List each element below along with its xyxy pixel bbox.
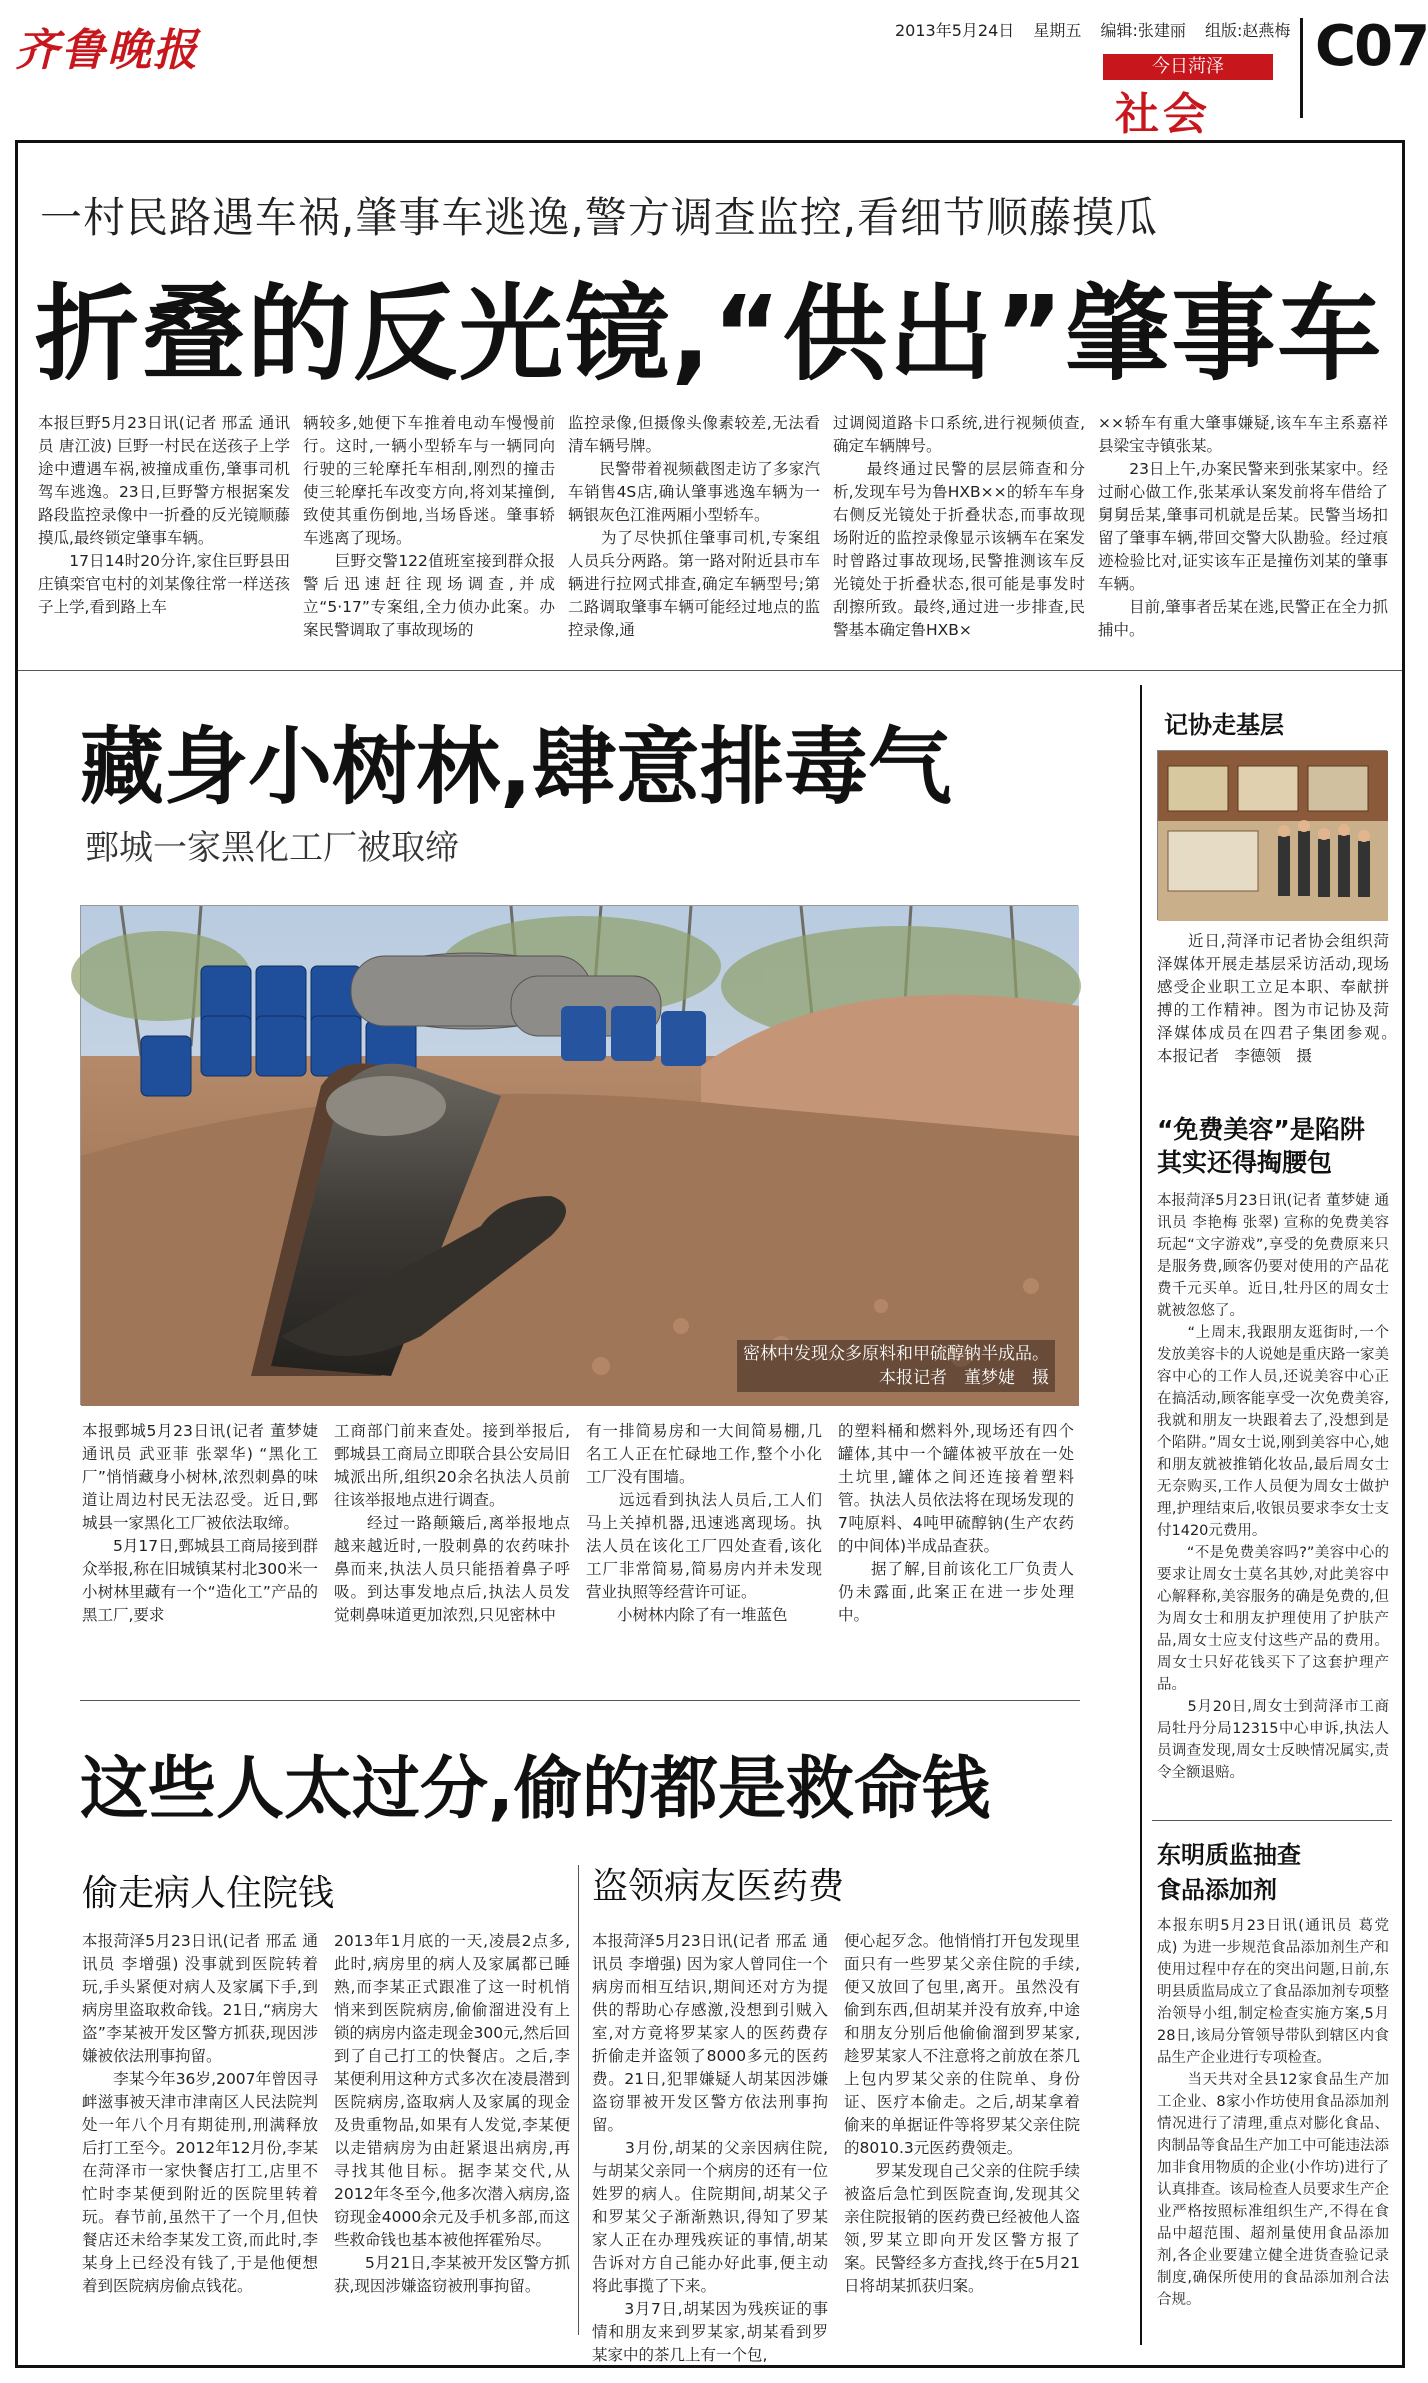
story2-column-4: 的塑料桶和燃料外,现场还有四个罐体,其中一个罐体被平放在一处土坑里,罐体之间还连接着塑料管。执法人员依法将在现场发现的7吨原料、4吨甲硫醇钠(生产农药的中间体)半成品查获。 据了解,目前该化工厂负责人仍未露面,此案正在进一步处理中。 [838, 1422, 1074, 1624]
story3-left-subhead: 偷走病人住院钱 [82, 1873, 335, 1914]
sidebar-item1-text: 近日,菏泽市记者协会组织菏泽媒体开展走基层采访活动,现场感受企业职工立足本职、奉献拼搏的工作精神。图为市记协及菏泽媒体成员在四君子集团参观。 本报记者 李德领 摄 [1157, 932, 1405, 1065]
sidebar-item3-title-line2: 食品添加剂 [1157, 1876, 1277, 1904]
story1-column-5: ××轿车有重大肇事嫌疑,该车车主系嘉祥县梁宝寺镇张某。 23日上午,办案民警来到张某家中。经过耐心做工作,张某承认案发前将车借给了舅舅岳某,肇事司机就是岳某。民警当场扣留了肇事车辆,带回交警大队勘验。经过痕迹检验比对,证实该车正是撞伤刘某的肇事车辆。 目前,肇事者岳某在逃,民警正在全力抓捕中。 [1098, 414, 1388, 639]
masthead [15, 8, 1428, 140]
sidebar-item2-title-line2: 其实还得掏腰包 [1157, 1148, 1333, 1177]
layout-credit: 组版:赵燕梅 [1204, 21, 1291, 40]
story3-column-3: 本报菏泽5月23日讯(记者 邢孟 通讯员 李增强) 因为家人曾同住一个病房而相互结识,期间还对方为提供的帮助心存感激,没想到引贼入室,对方竟将罗某家人的医药费存折偷走并盗领了8000多元的医药费。21日,犯罪嫌疑人胡某因涉嫌盗窃罪被开发区警方依法刑事拘留。 3月份,胡某的父亲因病住院,与胡某父亲同一个病房的还有一位姓罗的病人。住院期间,胡某父子和罗某父子渐渐熟识,得知了罗某家人正在办理残疾证的事情,胡某告诉对方自己能办好此事,便主动将此事揽了下来。 3月7日,胡某因为残疾证的事情和朋友来到罗某家,胡某看到罗某家中的茶几上有一个包, [592, 1932, 828, 2364]
story1-column-4: 过调阅道路卡口系统,进行视频侦查,确定车辆牌号。 最终通过民警的层层筛查和分析,发现车号为鲁HXB××的轿车车身右侧反光镜处于折叠状态,而事故现场附近的监控录像显示该辆车在案发时曾路过事故现场,民警推测该车反光镜处于折叠状态,很可能是事发时刮擦所致。最终,通过进一步排查,民警基本确定鲁HXB× [833, 414, 1085, 639]
story3-column-1: 本报菏泽5月23日讯(记者 邢孟 通讯员 李增强) 没事就到医院转着玩,手头紧便对病人及家属下手,到病房里盗取救命钱。21日,“病房大盗”李某被开发区警方抓获,现因涉嫌被依法刑事拘留。 李某今年36岁,2007年曾因寻衅滋事被天津市津南区人民法院判处一年八个月有期徒刑,刑满释放后打工至今。2012年12月份,李某在菏泽市一家快餐店打工,店里不忙时李某便到附近的医院里转着玩。春节前,虽然干了一个月,但快餐店还未给李某发工资,而此时,李某身上已经没有钱了,于是他便想着到医院病房偷点钱花。 [82, 1932, 318, 2295]
photo-caption-text: 密林中发现众多原料和甲硫醇钠半成品。 [743, 1344, 1049, 1364]
page-number: C07 [1315, 14, 1428, 79]
story1-kicker: 一村民路遇车祸,肇事车逃逸,警方调查监控,看细节顺藤摸瓜 [40, 193, 1159, 242]
newspaper-logo: 齐鲁晚报 [15, 25, 199, 76]
section-name: 社会 [1115, 89, 1211, 140]
story2-headline: 藏身小树林,肆意排毒气 [80, 718, 952, 816]
story2-photo [80, 905, 1078, 1405]
story1-column-3: 监控录像,但摄像头像素较差,无法看清车辆号牌。 民警带着视频截图走访了多家汽车销售4S店,确认肇事逃逸车辆为一辆银灰色江淮两厢小型轿车。 为了尽快抓住肇事司机,专案组人员兵分两路。第一路对附近县市车辆进行拉网式排查,确定车辆型号;第二路调取肇事车辆可能经过地点的监控录像,通 [568, 414, 820, 639]
story2-column-3: 有一排简易房和一大间简易棚,几名工人正在忙碌地工作,整个小化工厂没有围墙。 远远看到执法人员后,工人们马上关掉机器,迅速逃离现场。执法人员在该化工厂四处查看,该化工厂非常简易,简易房内并未发现营业执照等经营许可证。 小树林内除了有一堆蓝色 [586, 1422, 822, 1624]
exhibition-visit-photo-illustration [1158, 751, 1388, 921]
page-number-divider [1300, 18, 1303, 118]
sidebar-item1-title: 记协走基层 [1164, 711, 1284, 739]
editor-credit: 编辑:张建丽 [1100, 21, 1186, 40]
photo-credit: 本报记者 董梦婕 摄 [879, 1368, 1049, 1388]
section-tag: 今日菏泽 [1103, 54, 1273, 80]
story2-divider [80, 1700, 1080, 1701]
issue-date: 2013年5月24日 [895, 21, 1015, 40]
story2-photo-caption [737, 1340, 1055, 1392]
issue-meta [895, 18, 1304, 41]
story3-column-divider [578, 1865, 579, 2335]
story2-column-2: 工商部门前来查处。接到举报后,鄄城县工商局立即联合县公安局旧城派出所,组织20余名执法人员前往该举报地点进行调查。 经过一路颠簸后,离举报地点越来越近时,一股刺鼻的农药味扑鼻而来,执法人员只能捂着鼻子呼吸。到达事发地点后,执法人员发觉刺鼻味道更加浓烈,只见密林中 [334, 1422, 570, 1624]
story2-column-1: 本报鄄城5月23日讯(记者 董梦婕 通讯员 武亚菲 张翠华) “黑化工厂”悄悄藏身小树林,浓烈刺鼻的味道让周边村民无法忍受。近日,鄄城县一家黑化工厂被依法取缔。 5月17日,鄄城县工商局接到群众举报,称在旧城镇某村北300米一小树林里藏有一个“造化工”产品的黑工厂,要求 [82, 1422, 319, 1624]
story3-column-2: 2013年1月底的一天,凌晨2点多,此时,病房里的病人及家属都已睡熟,而李某正式跟准了这一时机悄悄来到医院病房,偷偷溜进没有上锁的病房内盗走现金300元,然后回到了自己打工的快餐店。之后,李某便利用这种方式多次在凌晨潜到医院病房,盗取病人及家属的现金及贵重物品,如果有人发觉,李某便以走错病房为由赶紧退出病房,再寻找其他目标。据李某交代,从2012年冬至今,他多次潜入病房,盗窃现金4000余元及手机多部,而这些救命钱也基本被他挥霍殆尽。 5月21日,李某被开发区警方抓获,现因涉嫌盗窃被刑事拘留。 [334, 1932, 571, 2295]
sidebar-item3-title-line1: 东明质监抽查 [1157, 1841, 1301, 1869]
story1-column-2: 辆较多,她便下车推着电动车慢慢前行。这时,一辆小型轿车与一辆同向行驶的三轮摩托车相刮,刚烈的撞击使三轮摩托车改变方向,将刘某撞倒,致使其重伤倒地,当场昏迷。肇事轿车逃离了现场。 巨野交警122值班室接到群众报警后迅速赶往现场调查,并成立“5·17”专案组,全力侦办此案。办案民警调取了事故现场的 [303, 414, 555, 639]
story2-subhead: 鄄城一家黑化工厂被取缔 [85, 828, 459, 868]
story1-divider [18, 670, 1402, 671]
chemical-tank-photo-illustration [81, 906, 1079, 1406]
sidebar [1140, 685, 1405, 2345]
story3-column-4: 便心起歹念。他悄悄打开包发现里面只有一些罗某父亲住院的手续,便又放回了包里,离开。虽然没有偷到东西,但胡某并没有放弃,中途和朋友分别后他偷偷溜到罗某家,趁罗某家人不注意将之前放在茶几上包内罗某父亲的住院单、身份证、医疗本偷走。之后,胡某拿着偷来的单据证件等将罗某父亲住院的8010.3元医药费领走。 罗某发现自己父亲的住院手续被盗后急忙到医院查询,发现其父亲住院报销的医药费已经被他人盗领,罗某立即向开发区警方报了案。民警经多方查找,终于在5月21日将胡某抓获归案。 [844, 1932, 1081, 2295]
issue-weekday: 星期五 [1033, 21, 1082, 40]
sidebar-item2-text: 本报菏泽5月23日讯(记者 董梦婕 通讯员 李艳梅 张翠) 宣称的免费美容玩起“文字游戏”,享受的免费原来只是服务费,顾客仍要对使用的产品花费千元买单。近日,牡丹区的周女士就被忽悠了。 “上周末,我跟朋友逛街时,一个发放美容卡的人说她是重庆路一家美容中心的工作人员,还说美容中心正在搞活动,顾客能享受一次免费美容,我就和朋友一块跟着去了,没想到是个陷阱。”周女士说,刚到美容中心,她和朋友就被推销化妆品,最后周女士无奈购买,工作人员便为周女士做护理,护理结束后,收银员要求李女士支付1420元费用。 “不是免费美容吗?”美容中心的要求让周女士莫名其妙,对此美容中心解释称,美容服务的确是免费的,但为周女士和朋友护理使用了护肤产品,周女士应支付这些产品的费用。周女士只好花钱买下了这套护理产品。 5月20日,周女士到菏泽市工商局牡丹分局12315中心申诉,执法人员调查发现,周女士反映情况属实,责令全额退赔。 [1157, 1193, 1389, 1781]
sidebar-item1-photo [1157, 750, 1387, 920]
story1-column-1: 本报巨野5月23日讯(记者 邢孟 通讯员 唐江波) 巨野一村民在送孩子上学途中遭遇车祸,被撞成重伤,肇事司机驾车逃逸。23日,巨野警方根据案发路段监控录像中一折叠的反光镜顺藤摸瓜,最终锁定肇事车辆。 17日14时20分许,家住巨野县田庄镇栾官屯村的刘某像往常一样送孩子上学,看到路上车 [38, 414, 290, 616]
story1-headline: 折叠的反光镜,“供出”肇事车 [35, 273, 1384, 395]
story3-right-subhead: 盗领病友医药费 [592, 1866, 845, 1907]
sidebar-item3-text: 本报东明5月23日讯(通讯员 葛党成) 为进一步规范食品添加剂生产和使用过程中存在的突出问题,日前,东明县质监局成立了食品添加剂专项整治领导小组,制定检查实施方案,5月28日,该局分管领导带队到辖区内食品生产企业进行专项检查。 当天共对全县12家食品生产加工企业、8家小作坊使用食品添加剂情况进行了清理,重点对膨化食品、肉制品等食品生产加工中可能违法添加非食用物质的企业(小作坊)进行了认真排查。该局检查人员要求生产企业严格按照标准组织生产,不得在食品中超范围、超剂量使用食品添加剂,各企业要建立健全进货查验记录制度,确保所使用的食品添加剂合法合规。 [1157, 1918, 1389, 2308]
sidebar-divider [1152, 1820, 1392, 1821]
story3-headline: 这些人太过分,偷的都是救命钱 [80, 1750, 990, 1829]
sidebar-item2-title-line1: “免费美容”是陷阱 [1157, 1115, 1365, 1144]
